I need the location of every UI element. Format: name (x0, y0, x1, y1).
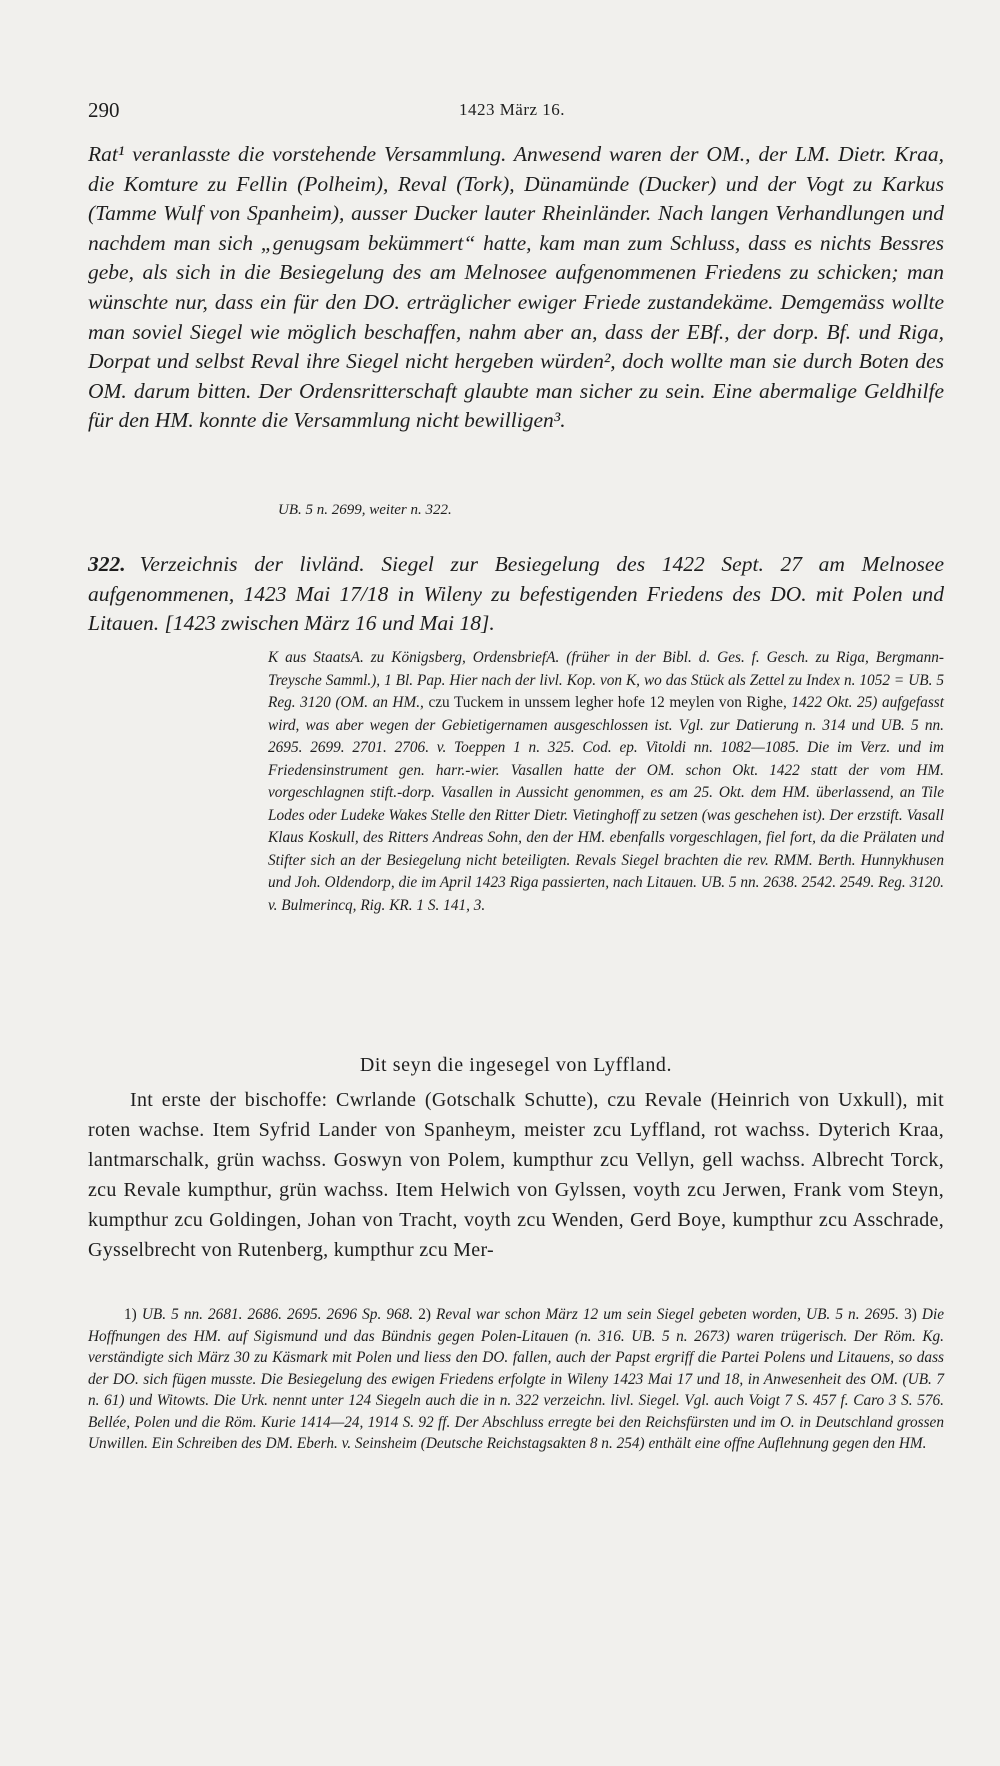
footnote-3-mark: 3) (904, 1306, 917, 1323)
document-number: 322. (88, 552, 126, 576)
footnote-3-text: Die Hoffnungen des HM. auf Sigismund und das Bündnis gegen Polen-Litauen (n. 316. UB. 5 n. 2673) waren trügerisch. Der Röm. Kg. verständigte sich März 30 zu Käsmark mit Polen und liess den DO. fallen, auch der Papst ergriff die Partei Polens und Litauens, so dass der DO. sich fügen musste. Die Besiegelung des ewigen Friedens erfolgte in Wileny 1423 Mai 17 und 18, in Anwesenheit des OM. (UB. 7 n. 61) und Witowts. Die Urk. nennt unter 124 Siegeln auch die in n. 322 verzeichn. livl. Siegel. Vgl. auch Voigt 7 S. 457 f. Caro 3 S. 576. Bellée, Polen und die Röm. Kurie 1414—24, 1914 S. 92 ff. Der Abschluss erregte bei den Reichsfürsten und im O. in Deutschland grossen Unwillen. Ein Schreiben des DM. Eberh. v. Seinsheim (Deutsche Reichstagsakten 8 n. 254) enthält eine offne Auflehnung gegen den HM. (88, 1306, 945, 1452)
footnote-1-mark: 1) (124, 1306, 137, 1323)
footnote-2-mark: 2) (418, 1306, 431, 1323)
intro-text: Rat¹ veranlasste die vorstehende Versammlung. Anwesend waren der OM., der LM. Dietr. Kraa, die Komture zu Fellin (Polheim), Reval (Tork), Dünamünde (Ducker) und der Vogt zu Karkus (Tamme Wulf von Spanheim), ausser Ducker lauter Rheinländer. Nach langen Verhandlungen und nachdem man sich „genugsam bekümmert“ hatte, kam man zum Schluss, dass es nichts Bessres gebe, als sich in die Besiegelung des am Melnosee aufgenommenen Friedens zu schicken; man wünschte nur, dass ein für den DO. erträglicher ewiger Friede zustandekäme. Demgemäss wollte man soviel Siegel wie möglich beschaffen, nahm aber an, dass der EBf., der dorp. Bf. und Riga, Dorpat und selbst Reval ihre Siegel nicht hergeben würden², doch wollte man sie durch Boten des OM. darum bitten. Der Ordensritterschaft glaubte man sicher zu sein. Eine abermalige Geldhilfe für den HM. konnte die Versammlung nicht bewilligen³. (88, 142, 944, 433)
intro-paragraph (88, 140, 944, 436)
edition-title: Dit seyn die ingesegel von Lyffland. (359, 1054, 673, 1076)
page-number: 290 (88, 98, 120, 122)
apparatus-text-before: K aus StaatsA. zu Königsberg, OrdensbriefA. (früher in der Bibl. d. Ges. f. Gesch. zu Riga, Bergmann-Treysche Samml.), 1 Bl. Pap. Hier nach der livl. Kop. von K, wo das Stück als Zettel zu Index n. 1052 = UB. 5 Reg. 3120 (OM. an HM., (268, 649, 944, 711)
apparatus-text-after: 1422 Okt. 25) aufgefasst wird, was aber wegen der Gebietigernamen ausgeschlossen ist. Vgl. zur Datierung n. 314 und UB. 5 nn. 2695. 2699. 2701. 2706. v. Toeppen 1 n. 325. Cod. ep. Vitoldi nn. 1082—1085. Die im Verz. und im Friedensinstrument gen. harr.-wier. Vasallen hatte der OM. schon Okt. 1422 statt der vom HM. vorgeschlagnen stift.-dorp. Vasallen in Aussicht genommen, es am 25. Okt. dem HM. überlassend, an Tile Lodes oder Ludeke Wakes Stelle den Ritter Dietr. Vietinghoff zu setzen (was geschehen ist). Der erzstift. Vasall Klaus Koskull, des Ritters Andreas Sohn, den der HM. ebenfalls vorgeschlagen, fiel fort, da die Prälaten und Stifter sich an der Besiegelung nicht beteiligten. Revals Siegel brachten die rev. RMM. Berth. Hunnykhusen und Joh. Oldendorp, die im April 1423 Riga passierten, nach Litauen. UB. 5 nn. 2638. 2542. 2549. Reg. 3120. v. Bulmerincq, Rig. KR. 1 S. 141, 3. (268, 694, 944, 914)
running-head: 1423 März 16. (458, 100, 566, 119)
document-title: Verzeichnis der livländ. Siegel zur Besiegelung des 1422 Sept. 27 am Melnosee aufgenommenen, 1423 Mai 17/18 in Wileny zu befestigenden Friedens des DO. mit Polen und Litauen. [1423 zwischen März 16 und Mai 18]. (88, 552, 944, 635)
edition-body: Int erste der bischoffe: Cwrlande (Gotschalk Schutte), czu Revale (Heinrich von Uxkull), mit roten wachse. Item Syfrid Lander von Spanheym, meister zcu Lyffland, rot wachss. Dyterich Kraa, lantmarschalk, grün wachss. Goswyn von Polem, kumpthur zcu Vellyn, gell wachss. Albrecht Torck, zcu Revale kumpthur, grün wachss. Item Helwich von Gylssen, voyth zcu Jerwen, Frank vom Steyn, kumpthur zcu Goldingen, Johan von Tracht, voyth zcu Wenden, Gerd Boye, kumpthur zcu Asschrade, Gysselbrecht von Rutenberg, kumpthur zcu Mer- (88, 1089, 944, 1261)
apparatus-quoted-text: czu Tuckem in unssem legher hofe 12 meylen von Righe, (428, 694, 787, 711)
edition-text (88, 1085, 944, 1265)
footnote-2-text: Reval war schon März 12 um sein Siegel gebeten worden, UB. 5 n. 2695. (436, 1306, 900, 1323)
ub-reference: UB. 5 n. 2699, weiter n. 322. (278, 502, 452, 518)
critical-apparatus (268, 647, 944, 917)
page-header (88, 98, 936, 128)
footnote-line (88, 1304, 944, 1455)
footnote-1-text: UB. 5 nn. 2681. 2686. 2695. 2696 Sp. 968. (141, 1306, 414, 1323)
footnotes (88, 1304, 944, 1455)
document-heading (88, 550, 944, 639)
